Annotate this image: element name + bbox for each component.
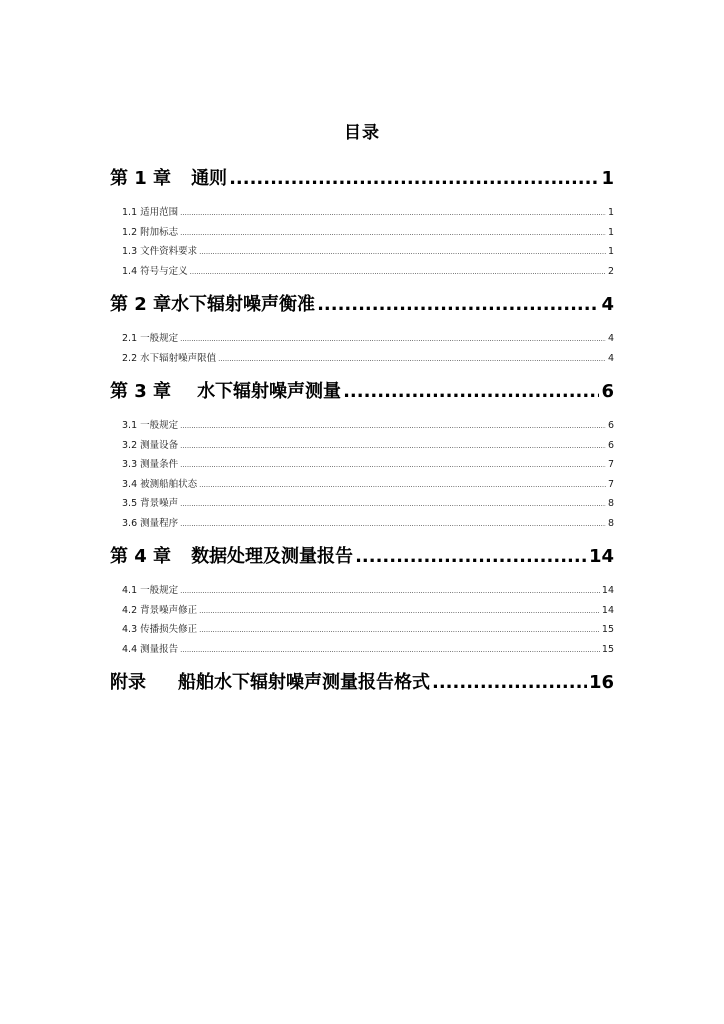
section-page-number: 8: [607, 517, 614, 529]
dot-leader: [180, 442, 606, 450]
chapter-4-sections: [110, 582, 614, 660]
dot-leader: [199, 481, 606, 489]
section-label: 4.1 一般规定: [122, 585, 179, 596]
dot-leader: [218, 355, 606, 363]
toc-section-3-4[interactable]: [110, 476, 614, 496]
section-page-number: 1: [607, 246, 614, 257]
toc-section-4-2[interactable]: [110, 602, 614, 622]
section-page-number: 1: [607, 226, 614, 238]
dot-leader: [432, 672, 587, 693]
chapter-label: 附录: [110, 672, 146, 693]
dot-leader: [199, 248, 606, 256]
dot-leader: [355, 546, 587, 567]
section-label: 4.4 测量报告: [122, 643, 179, 655]
toc-section-1-4[interactable]: [110, 263, 614, 283]
chapter-title: 水下辐射噪声衡准: [171, 294, 316, 315]
dot-leader: [180, 500, 606, 508]
toc-section-2-2[interactable]: [110, 350, 614, 370]
section-label: 2.2 水下辐射噪声限值: [122, 352, 217, 364]
section-label: 1.4 符号与定义: [122, 265, 188, 277]
section-label: 1.2 附加标志: [122, 226, 179, 238]
chapter-label: 第 1 章: [110, 168, 172, 189]
page-title: 目录: [344, 123, 380, 143]
chapter-title: 通则: [191, 168, 228, 189]
chapter-title: 水下辐射噪声测量: [197, 381, 342, 402]
toc-section-3-5[interactable]: [110, 495, 614, 515]
section-label: 3.3 测量条件: [122, 459, 179, 470]
section-page-number: 6: [607, 420, 614, 431]
dot-leader: [199, 626, 600, 634]
chapter-page-number: 14: [588, 546, 614, 567]
dot-leader: [343, 381, 599, 402]
toc-section-3-2[interactable]: [110, 437, 614, 457]
section-label: 1.1 适用范围: [122, 207, 179, 218]
chapter-2-sections: [110, 330, 614, 369]
dot-leader: [180, 209, 606, 217]
section-label: 3.5 背景噪声: [122, 498, 179, 509]
section-label: 4.2 背景噪声修正: [122, 604, 198, 616]
section-page-number: 6: [607, 439, 614, 451]
dot-leader: [180, 587, 600, 595]
toc-section-1-2[interactable]: [110, 224, 614, 244]
toc-appendix[interactable]: [110, 668, 614, 702]
toc-section-4-1[interactable]: [110, 582, 614, 602]
dot-leader: [317, 294, 599, 315]
section-page-number: 8: [607, 498, 614, 509]
toc-section-2-1[interactable]: [110, 330, 614, 350]
chapter-title: 船舶水下辐射噪声测量报告格式: [178, 672, 430, 693]
toc-chapter-2[interactable]: [110, 290, 614, 324]
toc-section-3-3[interactable]: [110, 456, 614, 476]
chapter-3-sections: [110, 417, 614, 534]
section-page-number: 4: [607, 333, 614, 344]
dot-leader: [190, 268, 606, 276]
section-page-number: 7: [607, 459, 614, 470]
toc-chapter-1[interactable]: [110, 164, 614, 198]
section-page-number: 14: [601, 585, 614, 596]
dot-leader: [180, 461, 606, 469]
chapter-page-number: 16: [588, 672, 614, 693]
chapter-page-number: 4: [601, 294, 614, 315]
chapter-label: 第 3 章: [110, 381, 172, 402]
section-label: 1.3 文件资料要求: [122, 246, 198, 257]
section-page-number: 15: [601, 643, 614, 655]
chapter-1-sections: [110, 204, 614, 282]
section-label: 4.3 传播损失修正: [122, 624, 198, 635]
chapter-page-number: 1: [601, 168, 614, 189]
dot-leader: [180, 646, 600, 654]
dot-leader: [180, 335, 606, 343]
toc-section-4-3[interactable]: [110, 621, 614, 641]
dot-leader: [180, 520, 606, 528]
toc-section-3-1[interactable]: [110, 417, 614, 437]
section-page-number: 1: [607, 207, 614, 218]
chapter-label: 第 2 章: [110, 294, 172, 315]
toc-section-1-1[interactable]: [110, 204, 614, 224]
section-label: 3.2 测量设备: [122, 439, 179, 451]
chapter-label: 第 4 章: [110, 546, 172, 567]
section-label: 3.6 测量程序: [122, 517, 179, 529]
section-page-number: 14: [601, 604, 614, 616]
table-of-contents: [110, 160, 614, 702]
section-page-number: 7: [607, 478, 614, 490]
dot-leader: [229, 168, 599, 189]
chapter-page-number: 6: [601, 381, 614, 402]
section-label: 3.1 一般规定: [122, 420, 179, 431]
section-page-number: 15: [601, 624, 614, 635]
toc-section-3-6[interactable]: [110, 515, 614, 535]
section-page-number: 4: [607, 352, 614, 364]
toc-section-1-3[interactable]: [110, 243, 614, 263]
toc-section-4-4[interactable]: [110, 641, 614, 661]
dot-leader: [180, 229, 606, 237]
chapter-title: 数据处理及测量报告: [191, 546, 354, 567]
section-page-number: 2: [607, 265, 614, 277]
dot-leader: [199, 607, 600, 615]
section-label: 2.1 一般规定: [122, 333, 179, 344]
toc-chapter-4[interactable]: [110, 542, 614, 576]
toc-chapter-3[interactable]: [110, 377, 614, 411]
dot-leader: [180, 422, 606, 430]
section-label: 3.4 被测船舶状态: [122, 478, 198, 490]
